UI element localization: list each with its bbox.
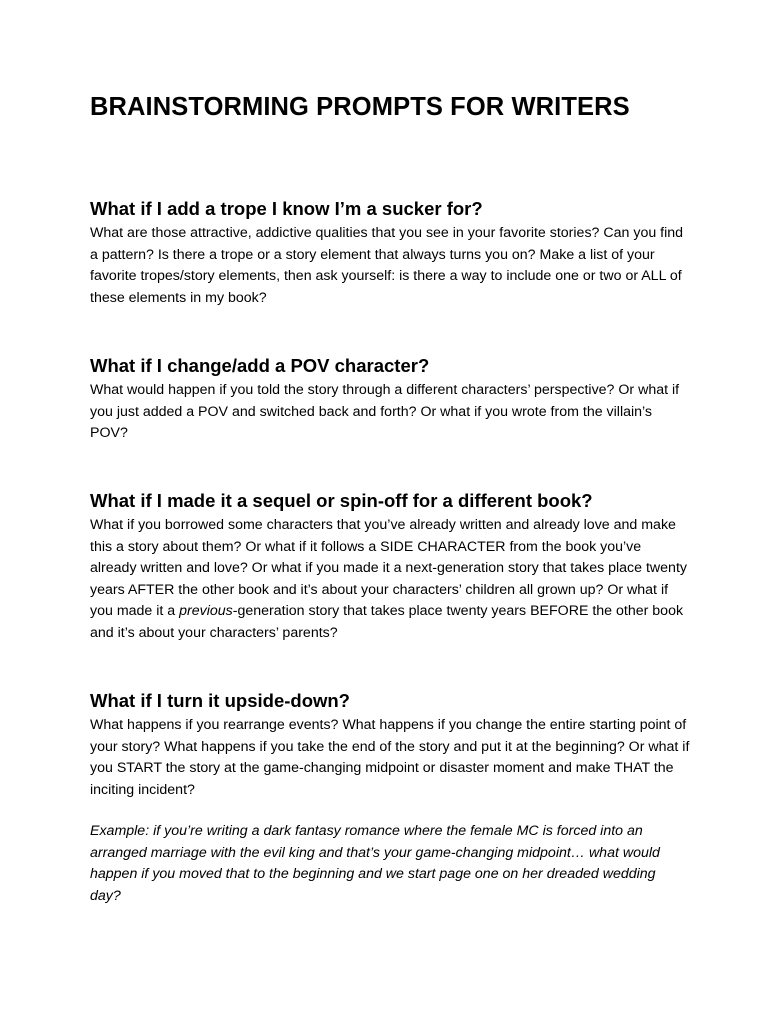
section-pov xyxy=(90,355,690,445)
body-emphasis: previous xyxy=(179,603,233,620)
section-body: What would happen if you told the story through a different characters’ perspective? Or what if you just added a POV and switched back and forth? Or what if you wrote from the villain’s POV? xyxy=(90,382,680,442)
section-heading: What if I turn it upside-down? xyxy=(90,690,350,711)
example-paragraph: Example: if you’re writing a dark fantasy romance where the female MC is forced into an arranged marriage with the evil king and that’s your game-changing midpoint… what would happen if you moved that to the beginning and we start page one on her dreaded wedding day? xyxy=(90,823,660,904)
body-text: -generation story that takes place twenty years BEFORE the other book and it’s about your characters’ parents? xyxy=(90,603,684,641)
section-sequel xyxy=(90,490,690,645)
section-heading: What if I change/add a POV character? xyxy=(90,355,430,376)
section-heading: What if I add a trope I know I’m a sucker for? xyxy=(90,198,483,219)
body-text: What if you borrowed some characters that you’ve already written and already love and make this a story about them? Or what if it follows a SIDE CHARACTER from the book you’ve already written and love? Or what if you made it a next-generation story that takes place twenty years AFTER the other book and it’s about your characters’ children all grown up? Or what if you made it a xyxy=(90,517,687,620)
section-heading: What if I made it a sequel or spin-off for a different book? xyxy=(90,490,593,511)
document-title: BRAINSTORMING PROMPTS FOR WRITERS xyxy=(90,93,630,121)
section-body: What happens if you rearrange events? What happens if you change the entire starting point of your story? What happens if you take the end of the story and put it at the beginning? Or what if you START the story at the game-changing midpoint or disaster moment and make THAT the inciting incident? xyxy=(90,717,690,798)
section-body xyxy=(90,515,690,645)
section-body: What are those attractive, addictive qualities that you see in your favorite stories? Can you find a pattern? Is there a trope or a story element that always turns you on? Make a list of your favorite tropes/story elements, then ask yourself: is there a way to include one or two or ALL of these elements in my book? xyxy=(90,225,684,306)
section-upside-down xyxy=(90,690,690,801)
section-trope xyxy=(90,198,690,309)
